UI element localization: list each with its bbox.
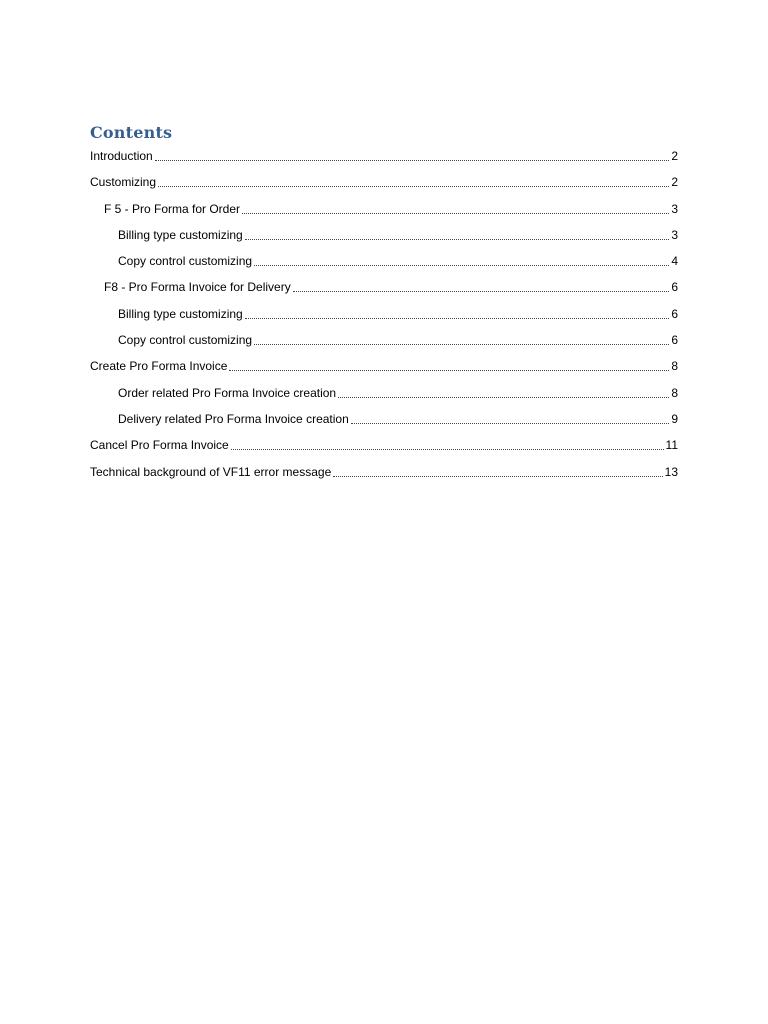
toc-entry-label: F 5 - Pro Forma for Order: [104, 201, 241, 216]
toc-entry-introduction[interactable]: [90, 147, 678, 173]
toc-entry-label: Delivery related Pro Forma Invoice creation: [118, 411, 349, 426]
toc-entry-order-related-pro-forma-invoice-creation[interactable]: [90, 384, 678, 410]
toc-page-number: 8: [671, 359, 678, 374]
toc-dot-leader: [254, 255, 669, 266]
toc-page-number: 9: [671, 411, 678, 426]
toc-entry-copy-control-customizing-f8[interactable]: [90, 331, 678, 357]
toc-entry-label: Create Pro Forma Invoice: [90, 359, 228, 374]
table-of-contents: [90, 147, 678, 489]
toc-dot-leader: [254, 334, 669, 345]
toc-dot-leader: [333, 466, 662, 477]
toc-dot-leader: [229, 360, 669, 371]
toc-entry-label: F8 - Pro Forma Invoice for Delivery: [104, 280, 291, 295]
toc-entry-billing-type-customizing-f8[interactable]: [90, 305, 678, 331]
toc-dot-leader: [155, 150, 670, 161]
toc-entry-label: Customizing: [90, 175, 157, 190]
toc-page-number: 6: [671, 306, 678, 321]
toc-dot-leader: [245, 308, 670, 319]
toc-entry-label: Billing type customizing: [118, 306, 243, 321]
toc-entry-label: Cancel Pro Forma Invoice: [90, 438, 229, 453]
toc-dot-leader: [293, 281, 670, 292]
toc-entry-label: Copy control customizing: [118, 254, 253, 269]
toc-page-number: 11: [665, 438, 678, 453]
toc-dot-leader: [338, 387, 669, 398]
toc-entry-billing-type-customizing-f5[interactable]: [90, 226, 678, 252]
toc-entry-label: Order related Pro Forma Invoice creation: [118, 385, 337, 400]
toc-entry-f8-pro-forma-invoice-for-delivery[interactable]: [90, 278, 678, 304]
toc-entry-copy-control-customizing-f5[interactable]: [90, 252, 678, 278]
toc-dot-leader: [231, 439, 664, 450]
toc-entry-technical-background-vf11-error-message[interactable]: [90, 463, 678, 489]
toc-entry-label: Introduction: [90, 149, 153, 163]
toc-page-number: 6: [671, 333, 678, 348]
toc-page-number: 3: [671, 201, 678, 216]
toc-title: Contents: [90, 123, 173, 142]
toc-entry-label: Copy control customizing: [118, 333, 253, 348]
toc-page-number: 6: [671, 280, 678, 295]
toc-page-number: 2: [671, 175, 678, 190]
toc-entry-label: Billing type customizing: [118, 227, 243, 242]
toc-dot-leader: [242, 203, 669, 214]
toc-page-number: 8: [671, 385, 678, 400]
toc-page-number: 13: [664, 464, 678, 479]
toc-entry-customizing[interactable]: [90, 173, 678, 199]
toc-entry-create-pro-forma-invoice[interactable]: [90, 357, 678, 383]
toc-page-number: 3: [671, 227, 678, 242]
toc-entry-label: Technical background of VF11 error message: [90, 464, 332, 479]
toc-dot-leader: [158, 176, 669, 187]
toc-page-number: 4: [671, 254, 678, 269]
toc-page-number: 2: [671, 149, 678, 163]
toc-entry-delivery-related-pro-forma-invoice-creation[interactable]: [90, 410, 678, 436]
toc-dot-leader: [245, 229, 670, 240]
toc-entry-cancel-pro-forma-invoice[interactable]: [90, 436, 678, 462]
toc-entry-f5-pro-forma-for-order[interactable]: [90, 200, 678, 226]
toc-dot-leader: [351, 413, 670, 424]
